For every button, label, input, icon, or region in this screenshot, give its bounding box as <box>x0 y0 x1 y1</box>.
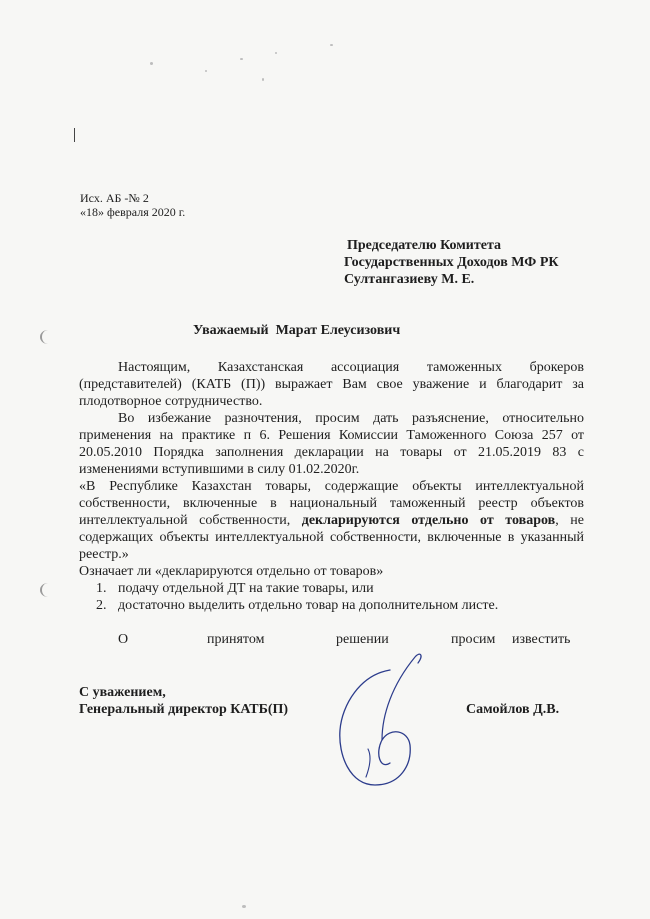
closing-word: известить <box>512 632 571 647</box>
quote-text-start: «В Республике Казахстан товары, содержащие объекты интеллектуальной собственности, включенные в национальный таможенный реестр объектов интеллектуальной собственности, <box>79 479 584 528</box>
paragraph-1 <box>79 359 584 410</box>
salutation: Уважаемый Марат Елеусизович <box>193 323 401 338</box>
punch-hole-mark <box>40 330 56 344</box>
signer-position: Генеральный директор КАТБ(П) <box>79 702 289 717</box>
paragraph-2 <box>79 410 584 478</box>
scan-speck <box>205 70 207 72</box>
regards-line: С уважением, <box>79 685 166 700</box>
option-text: достаточно выделить отдельно товар на дополнительном листе. <box>118 598 499 613</box>
handwritten-signature <box>320 645 440 795</box>
scan-speck <box>262 78 264 81</box>
paragraph-1-text: Настоящим, Казахстанская ассоциация таможенных брокеров (представителей) (КАТБ (П)) выражает Вам свое уважение и благодарит за плодотворное сотрудничество. <box>79 360 584 409</box>
option-item-2 <box>0 597 650 614</box>
addressee-line-2: Государственных Доходов МФ РК <box>344 255 559 270</box>
closing-word: просим <box>451 632 496 647</box>
signer-name: Самойлов Д.В. <box>466 702 560 717</box>
scan-speck <box>240 58 243 60</box>
outgoing-number: Исх. АБ -№ 2 <box>80 191 149 205</box>
option-number: 1. <box>96 581 107 596</box>
scan-speck <box>275 52 277 54</box>
scan-mark <box>74 128 75 142</box>
quote-paragraph <box>79 478 584 563</box>
quote-emphasis: декларируются отдельно от товаров <box>301 513 556 528</box>
letter-date: «18» февраля 2020 г. <box>80 205 186 219</box>
scan-speck <box>150 62 153 65</box>
option-text: подачу отдельной ДТ на такие товары, или <box>118 581 374 596</box>
option-item-1 <box>0 580 650 597</box>
quote-text-end: , не содержащих объекты интеллектуальной собственности, включенные в указанный реестр.» <box>79 513 584 562</box>
closing-word: О <box>118 632 129 647</box>
closing-word: принятом <box>207 632 265 647</box>
paragraph-2-text: Во избежание разночтения, просим дать разъяснение, относительно применения на практике п 6. Решения Комиссии Таможенного Союза 257 от 20.05.2010 Порядка заполнения декларации на товары от 21.05.2019 83 с изменениями вступившими в силу 01.02.2020г. <box>79 411 584 477</box>
quote-text <box>79 478 584 563</box>
addressee-line-3: Султангазиеву М. Е. <box>344 272 475 287</box>
scan-speck <box>242 905 246 908</box>
scan-speck <box>330 44 333 46</box>
closing-word: решении <box>336 632 389 647</box>
option-number: 2. <box>96 598 107 613</box>
addressee-line-1: Председателю Комитета <box>347 238 501 253</box>
question-line: Означает ли «декларируются отдельно от товаров» <box>79 564 384 579</box>
